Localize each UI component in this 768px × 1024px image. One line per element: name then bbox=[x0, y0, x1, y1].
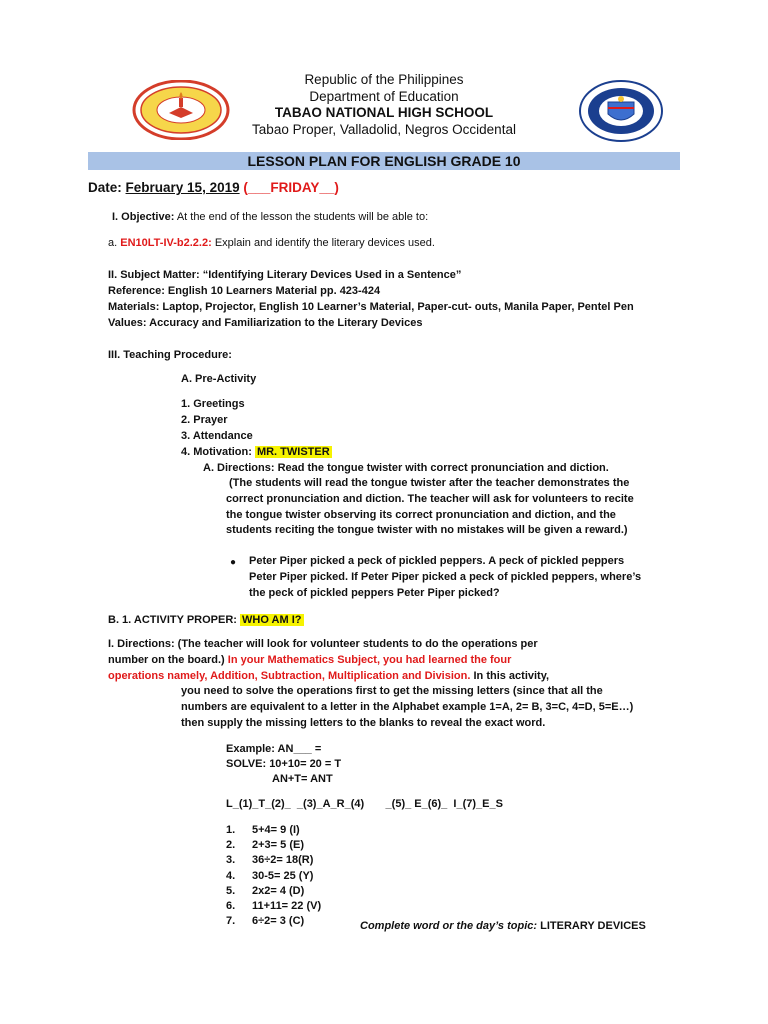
competency-prefix: a. bbox=[108, 237, 118, 249]
activity-title: WHO AM I? bbox=[242, 614, 302, 626]
complete-value: LITERARY DEVICES bbox=[540, 920, 646, 932]
directions-a: A. Directions: Read the tongue twister with correct pronunciation and diction. bbox=[203, 462, 609, 474]
problem-text: 2x2= 4 (D) bbox=[252, 884, 305, 897]
motivation-label: 4. Motivation: bbox=[181, 446, 252, 458]
subject-matter: II. Subject Matter: “Identifying Literary Devices Used in a Sentence” bbox=[108, 269, 462, 281]
problem-item bbox=[226, 884, 321, 899]
activity-dir-line: numbers are equivalent to a letter in the Alphabet example 1=A, 2= B, 3=C, 4=D, 5=E…) bbox=[181, 700, 634, 713]
school-name: TABAO NATIONAL HIGH SCHOOL bbox=[274, 105, 494, 120]
date-day: (___FRIDAY__) bbox=[243, 180, 339, 195]
activity-dir-text: In this activity, bbox=[473, 669, 550, 682]
procedure-heading: III. Teaching Procedure: bbox=[108, 349, 232, 361]
reference: Reference: English 10 Learners Material pp. 423-424 bbox=[108, 285, 381, 297]
competency-code: EN10LT-IV-b2.2.2: bbox=[120, 237, 212, 249]
problem-item bbox=[226, 914, 321, 929]
step-motivation bbox=[181, 445, 332, 460]
problem-number: 4. bbox=[226, 869, 236, 882]
activity-dir-text: number on the board.) bbox=[108, 653, 225, 666]
activity-dir-line: I. Directions: (The teacher will look for volunteer students to do the operations per bbox=[108, 638, 538, 650]
problem-text: 36÷2= 18(R) bbox=[252, 854, 314, 867]
twister-line: Peter Piper picked a peck of pickled peppers. A peck of pickled peppers bbox=[249, 555, 625, 567]
activity-label: B. 1. ACTIVITY PROPER: bbox=[108, 614, 237, 626]
directions-note bbox=[226, 476, 634, 539]
page-title: LESSON PLAN FOR ENGLISH GRADE 10 bbox=[88, 152, 680, 170]
motivation-title: MR. TWISTER bbox=[256, 446, 330, 458]
activity-proper bbox=[108, 613, 304, 628]
example-line: Example: AN___ = bbox=[226, 743, 322, 755]
tongue-twister bbox=[249, 554, 641, 601]
twister-line: the peck of pickled peppers Peter Piper picked? bbox=[249, 586, 500, 599]
problem-number: 1. bbox=[226, 824, 236, 836]
problem-item bbox=[226, 853, 321, 868]
problem-item bbox=[226, 838, 321, 853]
problem-text: 2+3= 5 (E) bbox=[252, 839, 304, 852]
date-label: Date: bbox=[88, 180, 122, 195]
activity-dir-line bbox=[108, 669, 688, 685]
competency-text: Explain and identify the literary devices used. bbox=[214, 237, 435, 249]
department-heading: Department of Education bbox=[309, 89, 459, 104]
solve-line: SOLVE: 10+10= 20 = T bbox=[226, 758, 342, 770]
pre-activity-heading: A. Pre-Activity bbox=[181, 373, 257, 385]
problems-list bbox=[226, 823, 321, 929]
materials: Materials: Laptop, Projector, English 10 Learner’s Material, Paper-cut- outs, Manila Paper, Pentel Pen bbox=[108, 301, 634, 313]
values: Values: Accuracy and Familiarization to the Literary Devices bbox=[108, 317, 423, 329]
problem-number: 3. bbox=[226, 854, 236, 867]
school-address: Tabao Proper, Valladolid, Negros Occidental bbox=[252, 122, 516, 137]
problem-text: 30-5= 25 (Y) bbox=[252, 869, 314, 882]
objective-text: At the end of the lesson the students will be able to: bbox=[176, 211, 429, 223]
problem-number: 6. bbox=[226, 900, 236, 913]
country-heading: Republic of the Philippines bbox=[304, 72, 464, 87]
directions-note-line: correct pronunciation and diction. The teacher will ask for volunteers to recite bbox=[226, 492, 634, 505]
problem-text: 6÷2= 3 (C) bbox=[252, 915, 305, 928]
date-value: February 15, 2019 bbox=[125, 180, 240, 195]
complete-word-line bbox=[360, 919, 646, 934]
objective-line bbox=[112, 210, 428, 225]
step-greetings: 1. Greetings bbox=[181, 398, 245, 410]
activity-dir-line bbox=[108, 653, 688, 669]
problem-item bbox=[226, 899, 321, 914]
date-line bbox=[88, 180, 339, 195]
activity-dir-line: then supply the missing letters to the blanks to reveal the exact word. bbox=[181, 716, 546, 729]
directions-note-line: (The students will read the tongue twister after the teacher demonstrates the bbox=[229, 477, 630, 489]
ant-line: AN+T= ANT bbox=[272, 773, 333, 785]
problem-number: 7. bbox=[226, 915, 236, 928]
puzzle-line: L_(1)_T_(2)_ _(3)_A_R_(4) _(5)_ E_(6)_ I_(7)_E_S bbox=[226, 798, 503, 810]
activity-directions-cont bbox=[181, 684, 633, 731]
step-prayer: 2. Prayer bbox=[181, 414, 228, 426]
problem-item bbox=[226, 869, 321, 884]
bullet-icon: ● bbox=[230, 557, 237, 568]
directions-note-line: students reciting the tongue twister with no mistakes will be given a reward.) bbox=[226, 524, 628, 537]
objective-heading: I. Objective: bbox=[112, 211, 175, 223]
problem-item bbox=[226, 823, 321, 838]
complete-label: Complete word or the day’s topic: bbox=[360, 920, 538, 932]
problem-number: 5. bbox=[226, 884, 236, 897]
twister-line: Peter Piper picked. If Peter Piper picked a peck of pickled peppers, where’s bbox=[249, 570, 642, 583]
activity-dir-line: you need to solve the operations first to get the missing letters (since that all the bbox=[181, 685, 603, 697]
problem-text: 5+4= 9 (I) bbox=[252, 824, 300, 836]
activity-directions bbox=[108, 637, 688, 684]
activity-dir-red: In your Mathematics Subject, you had learned the four bbox=[227, 653, 512, 666]
step-attendance: 3. Attendance bbox=[181, 430, 253, 442]
directions-note-line: the tongue twister observing its correct pronunciation and diction, and the bbox=[226, 508, 616, 521]
problem-number: 2. bbox=[226, 839, 236, 852]
competency-line bbox=[108, 236, 435, 251]
problem-text: 11+11= 22 (V) bbox=[252, 900, 322, 913]
activity-dir-red: operations namely, Addition, Subtraction, Multiplication and Division. bbox=[108, 669, 471, 682]
